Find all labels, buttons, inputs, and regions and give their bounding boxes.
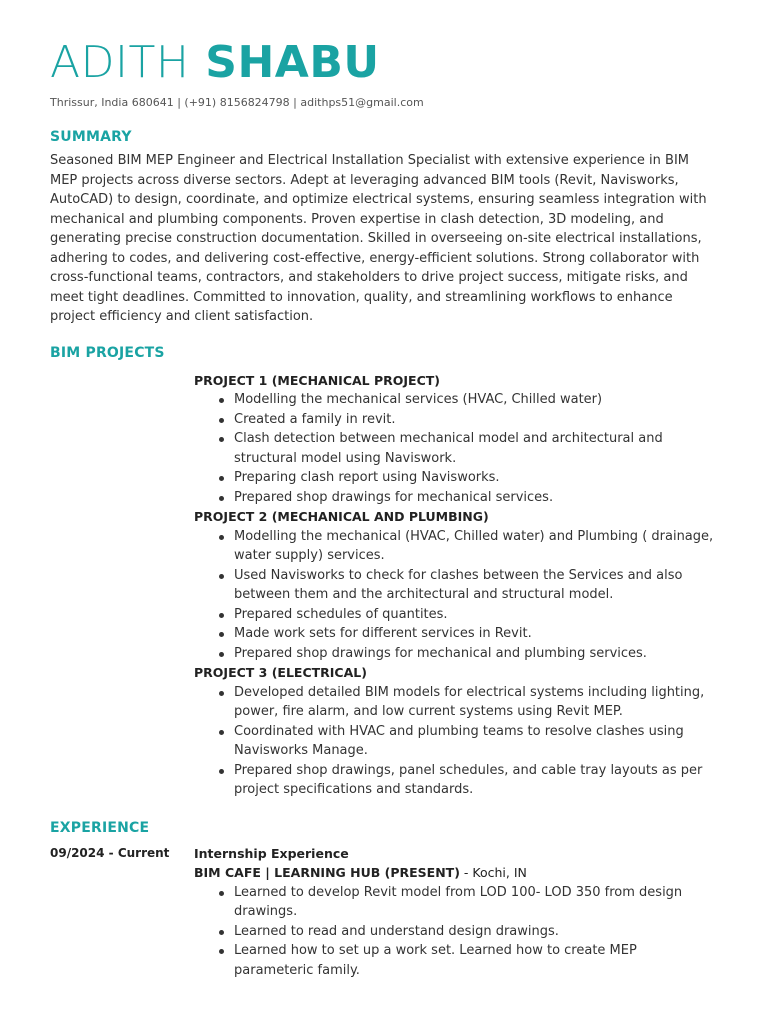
experience-location: - Kochi, IN [459, 865, 527, 880]
list-item: Learned to read and understand design drawings. [234, 922, 718, 942]
list-item: Clash detection between mechanical model and architectural and structural model using Naviswork. [234, 429, 718, 468]
first-name: ADITH [50, 37, 190, 88]
list-item: Created a family in revit. [234, 410, 718, 430]
list-item: Preparing clash report using Navisworks. [234, 468, 718, 488]
list-item: Learned how to set up a work set. Learned how to create MEP parameteric family. [234, 941, 718, 980]
list-item: Modelling the mechanical services (HVAC, Chilled water) [234, 390, 718, 410]
experience-bullets [194, 883, 718, 981]
experience-heading: EXPERIENCE [50, 819, 150, 836]
bim-projects-heading: BIM PROJECTS [50, 344, 165, 361]
list-item: Prepared shop drawings, panel schedules, and cable tray layouts as per project specifications and standards. [234, 761, 718, 800]
project-bullets [194, 527, 718, 664]
project-bullets [194, 390, 718, 507]
experience-details [194, 844, 718, 981]
bim-projects-section [50, 371, 718, 800]
resume-page [50, 38, 718, 980]
list-item: Modelling the mechanical (HVAC, Chilled water) and Plumbing ( drainage, water supply) services. [234, 527, 718, 566]
bim-projects-list [194, 371, 718, 800]
summary-heading: SUMMARY [50, 129, 132, 145]
project-bullets [194, 683, 718, 800]
list-item: Prepared shop drawings for mechanical services. [234, 488, 718, 508]
bim-left-column [50, 371, 194, 800]
list-item: Developed detailed BIM models for electrical systems including lighting, power, fire alarm, and low current systems using Revit MEP. [234, 683, 718, 722]
candidate-name [50, 38, 718, 88]
experience-company-line [194, 863, 718, 883]
project-heading: PROJECT 3 (ELECTRICAL) [194, 665, 367, 680]
experience-company: BIM CAFE | LEARNING HUB (PRESENT) [194, 865, 460, 880]
list-item: Prepared shop drawings for mechanical and plumbing services. [234, 644, 718, 664]
experience-role: Internship Experience [194, 845, 349, 861]
project-heading: PROJECT 2 (MECHANICAL AND PLUMBING) [194, 509, 489, 524]
contact-line: Thrissur, India 680641 | (+91) 8156824798 | adithps51@gmail.com [50, 96, 424, 109]
last-name: SHABU [205, 37, 380, 88]
list-item: Made work sets for different services in Revit. [234, 624, 718, 644]
project-heading: PROJECT 1 (MECHANICAL PROJECT) [194, 372, 440, 388]
list-item: Learned to develop Revit model from LOD 100- LOD 350 from design drawings. [234, 883, 718, 922]
experience-entry [50, 844, 718, 981]
list-item: Prepared schedules of quantites. [234, 605, 718, 625]
list-item: Used Navisworks to check for clashes between the Services and also between them and the architectural and structural model. [234, 566, 718, 605]
list-item: Coordinated with HVAC and plumbing teams to resolve clashes using Navisworks Manage. [234, 722, 718, 761]
experience-date: 09/2024 - Current [50, 845, 170, 860]
summary-text: Seasoned BIM MEP Engineer and Electrical Installation Specialist with extensive experience in BIM MEP projects across diverse sectors. Adept at leveraging advanced BIM tools (Revit, Navisworks, AutoCAD) to design, coordinate, and optimize electrical systems, ensuring seamless integration with mechanical and plumbing components. Proven expertise in clash detection, 3D modeling, and generating precise construction documentation. Skilled in overseeing on-site electrical installations, adhering to codes, and delivering cost-effective, energy-efficient solutions. Strong collaborator with cross-functional teams, contractors, and stakeholders to drive project success, mitigate risks, and meet tight deadlines. Committed to innovation, quality, and streamlining workflows to enhance project efficiency and client satisfaction. [50, 153, 707, 324]
